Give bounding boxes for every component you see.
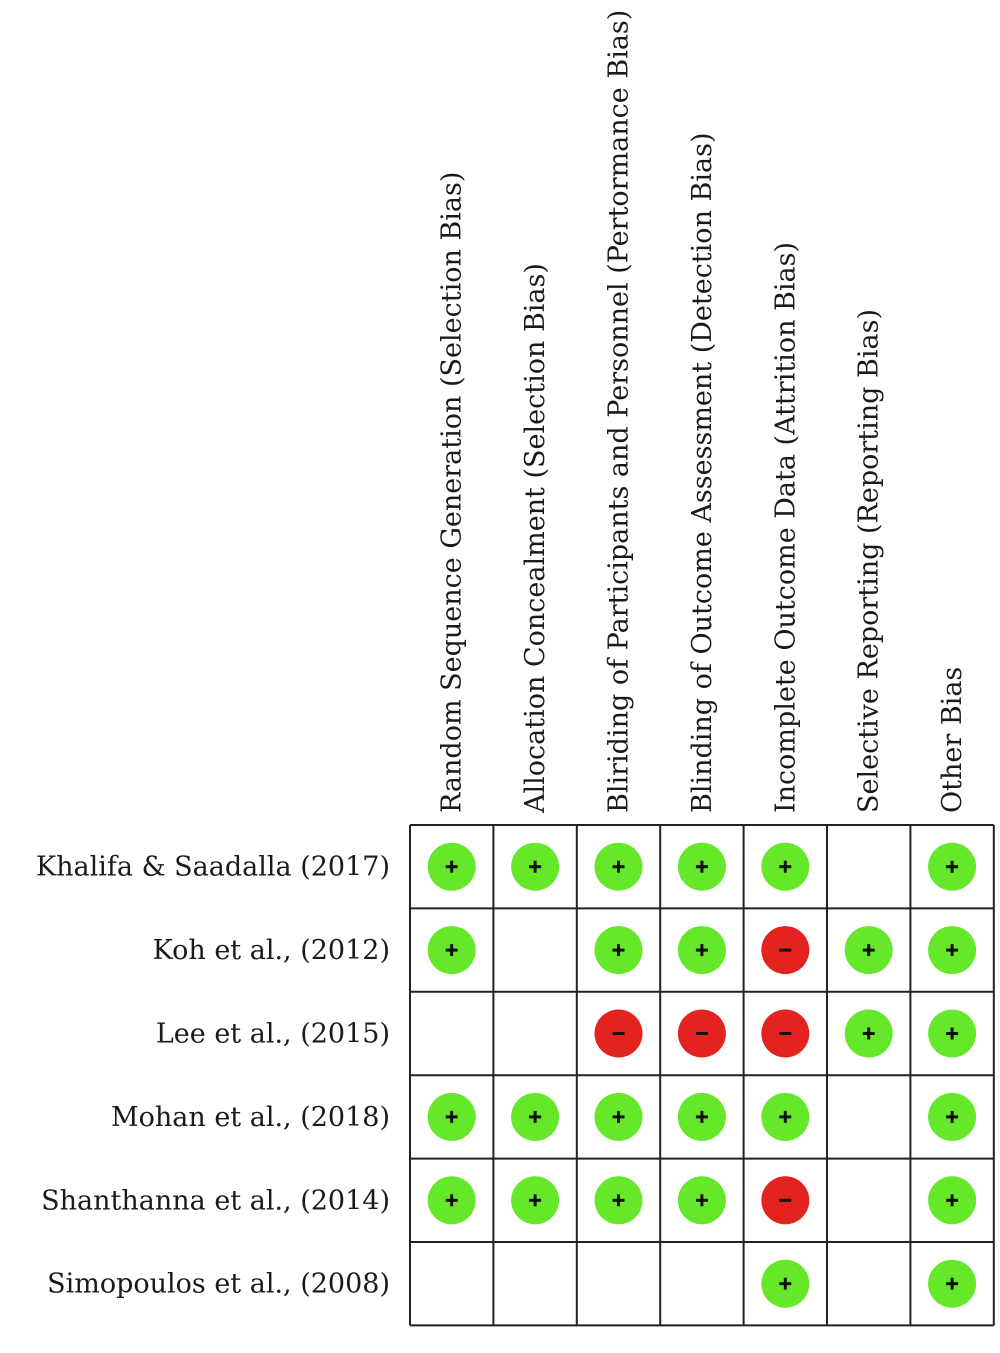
- table-grid: [410, 825, 994, 1325]
- row-label: Shanthanna et al., (2014): [41, 1185, 390, 1217]
- plus-icon-vertical: [951, 1111, 954, 1123]
- column-labels: [437, 10, 968, 814]
- plus-icon-vertical: [700, 1194, 703, 1206]
- high-risk-marker: [761, 1010, 809, 1058]
- row-label: Mohan et al., (2018): [110, 1101, 390, 1133]
- plus-icon-vertical: [784, 1278, 787, 1290]
- plus-icon-vertical: [951, 1278, 954, 1290]
- plus-icon-vertical: [951, 944, 954, 956]
- plus-icon-vertical: [700, 861, 703, 873]
- column-label: Incomplete Outcome Data (Attrition Bias): [770, 241, 802, 813]
- low-risk-marker: [928, 1093, 976, 1141]
- plus-icon-vertical: [534, 861, 537, 873]
- low-risk-marker: [761, 1093, 809, 1141]
- plus-icon-vertical: [951, 861, 954, 873]
- low-risk-marker: [928, 1260, 976, 1308]
- row-labels: [36, 852, 390, 1300]
- minus-icon: [696, 1032, 708, 1035]
- plus-icon-vertical: [450, 861, 453, 873]
- low-risk-marker: [595, 843, 643, 891]
- row-label: Lee et al., (2015): [155, 1018, 390, 1050]
- low-risk-marker: [928, 1010, 976, 1058]
- plus-icon-vertical: [867, 944, 870, 956]
- plus-icon-vertical: [700, 1111, 703, 1123]
- low-risk-marker: [928, 1176, 976, 1224]
- plus-icon-vertical: [700, 944, 703, 956]
- minus-icon: [779, 1032, 791, 1035]
- plus-icon-vertical: [534, 1194, 537, 1206]
- plus-icon-vertical: [617, 944, 620, 956]
- high-risk-marker: [761, 1176, 809, 1224]
- low-risk-marker: [761, 1260, 809, 1308]
- column-label: Other Bias: [937, 666, 969, 813]
- low-risk-marker: [761, 843, 809, 891]
- column-label: Selective Reporting (Reporting Bias): [853, 309, 885, 813]
- low-risk-marker: [595, 1093, 643, 1141]
- plus-icon-vertical: [784, 861, 787, 873]
- column-label: Random Sequence Generation (Selection Bias): [436, 171, 468, 813]
- low-risk-marker: [928, 843, 976, 891]
- low-risk-marker: [678, 926, 726, 974]
- column-label: Blinding of Outcome Assessment (Detection Bias): [686, 132, 718, 813]
- plus-icon-vertical: [450, 1194, 453, 1206]
- low-risk-marker: [845, 926, 893, 974]
- plus-icon-vertical: [617, 1194, 620, 1206]
- minus-icon: [779, 1199, 791, 1202]
- low-risk-marker: [928, 926, 976, 974]
- high-risk-marker: [678, 1010, 726, 1058]
- low-risk-marker: [678, 1176, 726, 1224]
- plus-icon-vertical: [534, 1111, 537, 1123]
- low-risk-marker: [845, 1010, 893, 1058]
- high-risk-marker: [761, 926, 809, 974]
- plus-icon-vertical: [867, 1028, 870, 1040]
- low-risk-marker: [511, 843, 559, 891]
- low-risk-marker: [678, 1093, 726, 1141]
- low-risk-marker: [511, 1093, 559, 1141]
- column-label: Bliriding of Participants and Personnel (Pertormance Bias): [603, 9, 635, 813]
- plus-icon-vertical: [784, 1111, 787, 1123]
- plus-icon-vertical: [617, 1111, 620, 1123]
- row-label: Simopoulos et al., (2008): [47, 1268, 390, 1300]
- plus-icon-vertical: [450, 1111, 453, 1123]
- low-risk-marker: [428, 1176, 476, 1224]
- plus-icon-vertical: [450, 944, 453, 956]
- high-risk-marker: [595, 1010, 643, 1058]
- plus-icon-vertical: [617, 861, 620, 873]
- row-label: Khalifa & Saadalla (2017): [35, 851, 390, 883]
- row-label: Koh et al., (2012): [152, 935, 390, 967]
- low-risk-marker: [428, 926, 476, 974]
- low-risk-marker: [428, 843, 476, 891]
- low-risk-marker: [511, 1176, 559, 1224]
- plus-icon-vertical: [951, 1194, 954, 1206]
- minus-icon: [779, 949, 791, 952]
- low-risk-marker: [595, 926, 643, 974]
- low-risk-marker: [595, 1176, 643, 1224]
- minus-icon: [613, 1032, 625, 1035]
- plus-icon-vertical: [951, 1028, 954, 1040]
- low-risk-marker: [678, 843, 726, 891]
- column-label: Allocation Concealment (Selection Bias): [520, 263, 552, 813]
- low-risk-marker: [428, 1093, 476, 1141]
